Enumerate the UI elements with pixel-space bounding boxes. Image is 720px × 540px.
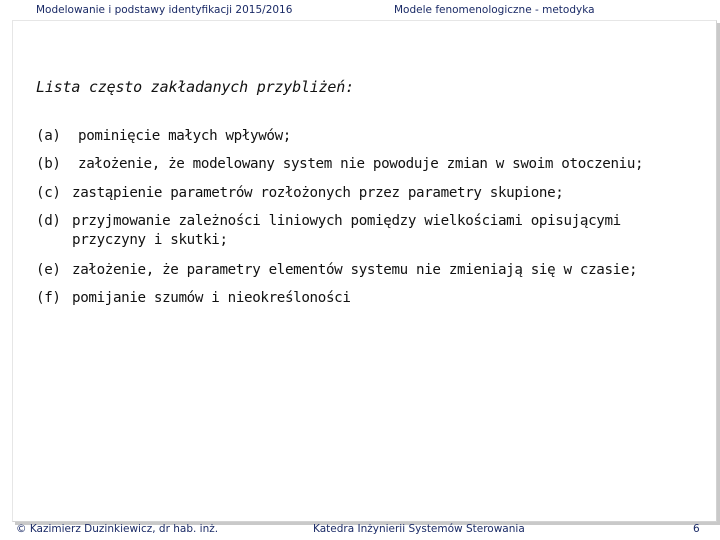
list-item-label: (f) <box>36 290 61 306</box>
slide-title: Lista często zakładanych przybliżeń: <box>36 78 354 96</box>
list-item-text-line2: przyczyny i skutki; <box>72 232 228 248</box>
list-item-text: założenie, że modelowany system nie powoduje zmian w swoim otoczeniu; <box>78 156 644 172</box>
list-item-label: (e) <box>36 262 61 278</box>
list-item-text: pomijanie szumów i nieokreśloności <box>72 290 351 306</box>
list-item-text: pominięcie małych wpływów; <box>78 128 291 144</box>
department-name: Katedra Inżynierii Systemów Sterowania <box>313 523 525 535</box>
list-item-text-line1: przyjmowanie zależności liniowych pomiędzy wielkościami opisującymi <box>72 213 621 229</box>
slide-header <box>0 0 720 18</box>
list-item-text: założenie, że parametry elementów systemu nie zmieniają się w czasie; <box>72 262 638 278</box>
section-title: Modele fenomenologiczne - metodyka <box>394 4 595 16</box>
list-item-text: zastąpienie parametrów rozłożonych przez parametry skupione; <box>72 185 564 201</box>
course-title: Modelowanie i podstawy identyfikacji 2015/2016 <box>36 4 293 16</box>
slide-footer <box>0 521 720 540</box>
list-item-label: (b) <box>36 156 61 172</box>
author-credit: © Kazimierz Duzinkiewicz, dr hab. inż. <box>16 523 219 535</box>
list-item-label: (d) <box>36 213 61 229</box>
page-number: 6 <box>693 523 700 535</box>
list-item-label: (c) <box>36 185 61 201</box>
list-item-label: (a) <box>36 128 61 144</box>
